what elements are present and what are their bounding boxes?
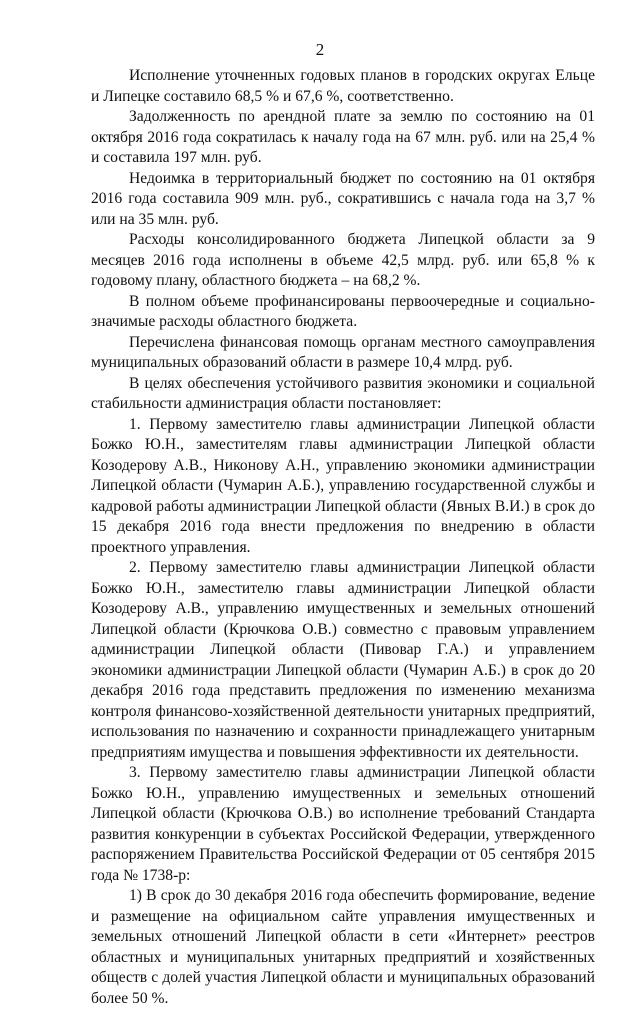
- paragraph-item-3: 3. Первому заместителю главы администрации Липецкой области Божко Ю.Н., управлению имущественных и земельных отношений Липецкой области (Крючкова О.В.) во исполнение требований Стандарта развития конкуренции в субъектах Российской Федерации, утвержденного распоряжением Правительства Российской Федерации от 05 сентября 2015 года № 1738-р:: [91, 764, 595, 884]
- paragraph-item-2: 2. Первому заместителю главы администрации Липецкой области Божко Ю.Н., заместителю главы администрации Липецкой области Козодерову А.В., управлению имущественных и земельных отношений Липецкой области (Крючкова О.В.) совместно с правовым управлением администрации Липецкой области (Пивовар Г.А.) и управлением экономики администрации Липецкой области (Чумарин А.Б.) в срок до 20 декабря 2016 года представить предложения по изменению механизма контроля финансово-хозяйственной деятельности унитарных предприятий, использования по назначению и сохранности принадлежащего унитарным предприятиям имущества и повышения эффективности их деятельности.: [91, 559, 595, 761]
- paragraph-budget-expenses: Расходы консолидированного бюджета Липецкой области за 9 месяцев 2016 года исполнены в объеме 42,5 млрд. руб. или 65,8 % к годовому плану, областного бюджета – на 68,2 %.: [91, 231, 595, 289]
- paragraph-resolution-intro: В целях обеспечения устойчивого развития экономики и социальной стабильности администрация области постановляет:: [91, 374, 595, 412]
- page-number: 2: [315, 40, 325, 59]
- paragraph-financial-aid: Перечислена финансовая помощь органам местного самоуправления муниципальных образований области в размере 10,4 млрд. руб.: [91, 333, 595, 371]
- paragraph-item-1: 1. Первому заместителю главы администрации Липецкой области Божко Ю.Н., заместителям главы администрации Липецкой области Козодерову А.В., Никонову А.Н., управлению экономики администрации Липецкой области (Чумарин А.Б.), управлению государственной службы и кадровой работы администрации Липецкой области (Явных В.И.) в срок до 15 декабря 2016 года внести предложения по внедрению в области проектного управления.: [91, 415, 595, 556]
- paragraph-execution-plans: Исполнение уточненных годовых планов в городских округах Ельце и Липецке составило 68,5 % и 67,6 %, соответственно.: [91, 67, 595, 105]
- paragraph-item-3-1: 1) В срок до 30 декабря 2016 года обеспечить формирование, ведение и размещение на официальном сайте управления имущественных и земельных отношений Липецкой области в сети «Интернет» реестров областных и муниципальных унитарных предприятий и хозяйственных обществ с долей участия Липецкой области и муниципальных образований более 50 %.: [91, 887, 595, 1007]
- paragraph-priority-expenses: В полном объеме профинансированы первоочередные и социально-значимые расходы областного бюджета.: [91, 292, 595, 330]
- paragraph-land-rent-debt: Задолженность по арендной плате за землю по состоянию на 01 октября 2016 года сократилась к началу года на 67 млн. руб. или на 25,4 % и составила 197 млн. руб.: [91, 108, 595, 166]
- paragraph-arrears: Недоимка в территориальный бюджет по состоянию на 01 октября 2016 года составила 909 млн. руб., сократившись с начала года на 3,7 % или на 35 млн. руб.: [91, 169, 595, 228]
- document-body: [91, 66, 595, 1009]
